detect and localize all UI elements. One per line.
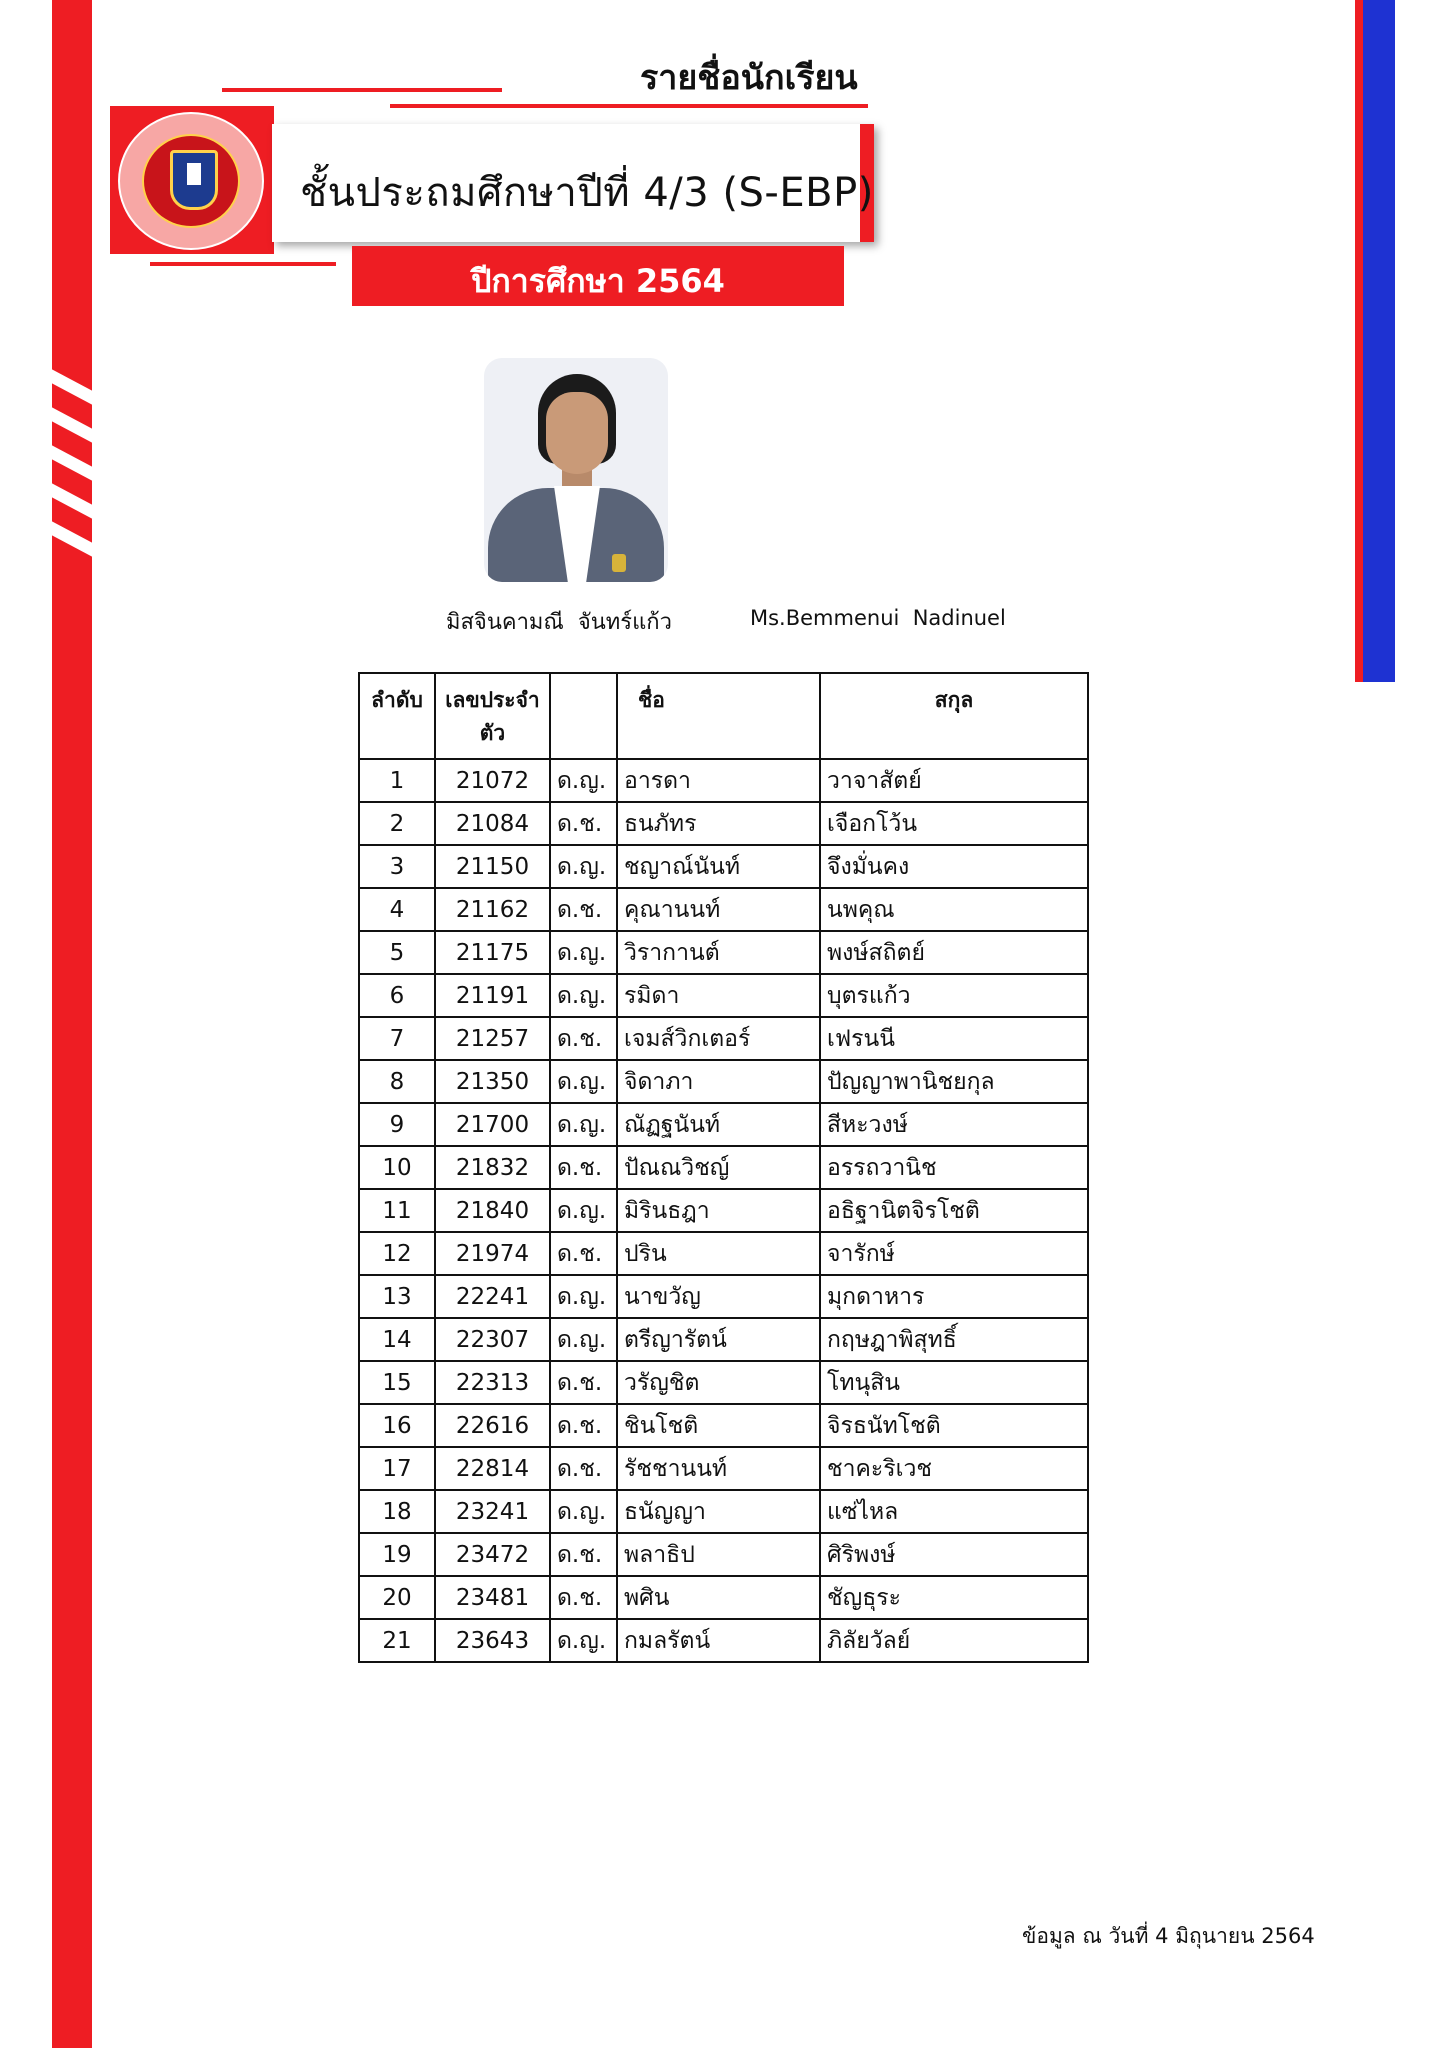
name-prefix: ด.ช. xyxy=(550,1361,617,1404)
student-id: 21084 xyxy=(435,802,550,845)
table-row xyxy=(359,1490,1088,1533)
last-name: นพคุณ xyxy=(820,888,1088,931)
row-number: 17 xyxy=(359,1447,435,1490)
row-number: 15 xyxy=(359,1361,435,1404)
last-name: ชาคะริเวช xyxy=(820,1447,1088,1490)
first-name: วรัญชิต xyxy=(617,1361,820,1404)
table-row xyxy=(359,1232,1088,1275)
name-prefix: ด.ช. xyxy=(550,802,617,845)
last-name: จิรธนัทโชติ xyxy=(820,1404,1088,1447)
table-row xyxy=(359,1146,1088,1189)
row-number: 13 xyxy=(359,1275,435,1318)
table-row xyxy=(359,1576,1088,1619)
student-id: 21350 xyxy=(435,1060,550,1103)
header-line xyxy=(150,262,336,266)
table-row xyxy=(359,802,1088,845)
name-prefix: ด.ญ. xyxy=(550,931,617,974)
first-name: ธนัญญา xyxy=(617,1490,820,1533)
table-row xyxy=(359,931,1088,974)
name-prefix: ด.ญ. xyxy=(550,1275,617,1318)
row-number: 11 xyxy=(359,1189,435,1232)
first-name: ชินโชติ xyxy=(617,1404,820,1447)
name-prefix: ด.ช. xyxy=(550,1576,617,1619)
name-prefix: ด.ญ. xyxy=(550,974,617,1017)
last-name: พงษ์สถิตย์ xyxy=(820,931,1088,974)
header-surname: สกุล xyxy=(820,673,1088,759)
first-name: เจมส์วิกเตอร์ xyxy=(617,1017,820,1060)
student-id: 22814 xyxy=(435,1447,550,1490)
student-id: 21832 xyxy=(435,1146,550,1189)
row-number: 16 xyxy=(359,1404,435,1447)
student-id: 21162 xyxy=(435,888,550,931)
name-prefix: ด.ช. xyxy=(550,1447,617,1490)
last-name: เฟรนนี xyxy=(820,1017,1088,1060)
student-id: 21700 xyxy=(435,1103,550,1146)
first-name: กมลรัตน์ xyxy=(617,1619,820,1662)
header-prefix xyxy=(550,673,617,759)
table-body xyxy=(359,759,1088,1662)
teacher-photo xyxy=(484,358,668,582)
table-row xyxy=(359,1361,1088,1404)
header-name xyxy=(617,673,820,759)
table-row xyxy=(359,1103,1088,1146)
name-prefix: ด.ญ. xyxy=(550,1060,617,1103)
student-id: 21175 xyxy=(435,931,550,974)
last-name: จารักษ์ xyxy=(820,1232,1088,1275)
name-prefix: ด.ญ. xyxy=(550,1490,617,1533)
student-id: 23472 xyxy=(435,1533,550,1576)
last-name: แซ่ไหล xyxy=(820,1490,1088,1533)
last-name: กฤษฎาพิสุทธิ์ xyxy=(820,1318,1088,1361)
right-red-stripe xyxy=(1355,0,1363,682)
table-row xyxy=(359,1189,1088,1232)
last-name: ชัญธุระ xyxy=(820,1576,1088,1619)
first-name: พศิน xyxy=(617,1576,820,1619)
name-prefix: ด.ญ. xyxy=(550,1189,617,1232)
last-name: สีหะวงษ์ xyxy=(820,1103,1088,1146)
last-name: ปัญญาพานิชยกุล xyxy=(820,1060,1088,1103)
photo-face xyxy=(546,392,608,474)
first-name: ตรีญารัตน์ xyxy=(617,1318,820,1361)
last-name: บุตรแก้ว xyxy=(820,974,1088,1017)
right-blue-stripe xyxy=(1363,0,1395,682)
teacher-name-thai: มิสจินคามณี จันทร์แก้ว xyxy=(446,610,672,635)
table-header-row xyxy=(359,673,1088,759)
last-name: โทนุสิน xyxy=(820,1361,1088,1404)
table-row xyxy=(359,1275,1088,1318)
student-id: 22616 xyxy=(435,1404,550,1447)
first-name: ณัฏฐนันท์ xyxy=(617,1103,820,1146)
row-number: 20 xyxy=(359,1576,435,1619)
student-id: 21072 xyxy=(435,759,550,802)
header-no: ลำดับ xyxy=(359,673,435,759)
row-number: 4 xyxy=(359,888,435,931)
table-row xyxy=(359,1318,1088,1361)
first-name: ชญาณ์นันท์ xyxy=(617,845,820,888)
last-name: วาจาสัตย์ xyxy=(820,759,1088,802)
row-number: 7 xyxy=(359,1017,435,1060)
first-name: อารดา xyxy=(617,759,820,802)
row-number: 18 xyxy=(359,1490,435,1533)
name-prefix: ด.ญ. xyxy=(550,845,617,888)
first-name: รัชชานนท์ xyxy=(617,1447,820,1490)
student-id: 21840 xyxy=(435,1189,550,1232)
header-line xyxy=(390,104,868,108)
table-row xyxy=(359,759,1088,802)
last-name: เจือกโว้น xyxy=(820,802,1088,845)
last-name: ภิลัยวัลย์ xyxy=(820,1619,1088,1662)
header-name-label: ชื่อ xyxy=(638,688,665,712)
badge-icon xyxy=(612,554,626,572)
row-number: 5 xyxy=(359,931,435,974)
table-row xyxy=(359,888,1088,931)
student-id: 23481 xyxy=(435,1576,550,1619)
shield-icon xyxy=(170,150,218,210)
table-row xyxy=(359,1404,1088,1447)
academic-year: ปีการศึกษา 2564 xyxy=(471,262,725,300)
table-row xyxy=(359,974,1088,1017)
header-line xyxy=(222,88,502,92)
row-number: 12 xyxy=(359,1232,435,1275)
data-date-note: ข้อมูล ณ วันที่ 4 มิถุนายน 2564 xyxy=(1022,1924,1315,1948)
name-prefix: ด.ญ. xyxy=(550,1318,617,1361)
student-id: 23643 xyxy=(435,1619,550,1662)
first-name: ปริน xyxy=(617,1232,820,1275)
student-table xyxy=(358,672,1089,1663)
student-id: 23241 xyxy=(435,1490,550,1533)
last-name: มุกดาหาร xyxy=(820,1275,1088,1318)
row-number: 14 xyxy=(359,1318,435,1361)
last-name: จึงมั่นคง xyxy=(820,845,1088,888)
table-row xyxy=(359,845,1088,888)
row-number: 1 xyxy=(359,759,435,802)
student-id: 21150 xyxy=(435,845,550,888)
header-id: เลขประจำตัว xyxy=(435,673,550,759)
row-number: 9 xyxy=(359,1103,435,1146)
name-prefix: ด.ญ. xyxy=(550,1619,617,1662)
name-prefix: ด.ช. xyxy=(550,1404,617,1447)
last-name: อธิฐานิตจิรโชติ xyxy=(820,1189,1088,1232)
row-number: 21 xyxy=(359,1619,435,1662)
first-name: นาขวัญ xyxy=(617,1275,820,1318)
first-name: จิดาภา xyxy=(617,1060,820,1103)
first-name: คุณานนท์ xyxy=(617,888,820,931)
row-number: 6 xyxy=(359,974,435,1017)
table-row xyxy=(359,1447,1088,1490)
name-prefix: ด.ช. xyxy=(550,888,617,931)
name-prefix: ด.ช. xyxy=(550,1017,617,1060)
first-name: มิรินธฎา xyxy=(617,1189,820,1232)
first-name: พลาธิป xyxy=(617,1533,820,1576)
last-name: ศิริพงษ์ xyxy=(820,1533,1088,1576)
teacher-name-english: Ms.Bemmenui Nadinuel xyxy=(750,606,1006,630)
table-row xyxy=(359,1533,1088,1576)
first-name: วิรากานต์ xyxy=(617,931,820,974)
row-number: 8 xyxy=(359,1060,435,1103)
student-id: 21191 xyxy=(435,974,550,1017)
table-row xyxy=(359,1619,1088,1662)
student-id: 21974 xyxy=(435,1232,550,1275)
first-name: รมิดา xyxy=(617,974,820,1017)
row-number: 19 xyxy=(359,1533,435,1576)
name-prefix: ด.ช. xyxy=(550,1146,617,1189)
row-number: 2 xyxy=(359,802,435,845)
name-prefix: ด.ช. xyxy=(550,1232,617,1275)
first-name: ธนภัทร xyxy=(617,802,820,845)
student-id: 22313 xyxy=(435,1361,550,1404)
row-number: 3 xyxy=(359,845,435,888)
class-name: ชั้นประถมศึกษาปีที่ 4/3 (S-EBP) xyxy=(300,170,874,216)
row-number: 10 xyxy=(359,1146,435,1189)
name-prefix: ด.ญ. xyxy=(550,759,617,802)
left-red-band xyxy=(52,0,92,2048)
student-id: 22307 xyxy=(435,1318,550,1361)
name-prefix: ด.ญ. xyxy=(550,1103,617,1146)
table-row xyxy=(359,1017,1088,1060)
name-prefix: ด.ช. xyxy=(550,1533,617,1576)
first-name: ปัณณวิชญ์ xyxy=(617,1146,820,1189)
table-row xyxy=(359,1060,1088,1103)
page-title: รายชื่อนักเรียน xyxy=(640,58,858,98)
last-name: อรรถวานิช xyxy=(820,1146,1088,1189)
student-id: 21257 xyxy=(435,1017,550,1060)
student-id: 22241 xyxy=(435,1275,550,1318)
